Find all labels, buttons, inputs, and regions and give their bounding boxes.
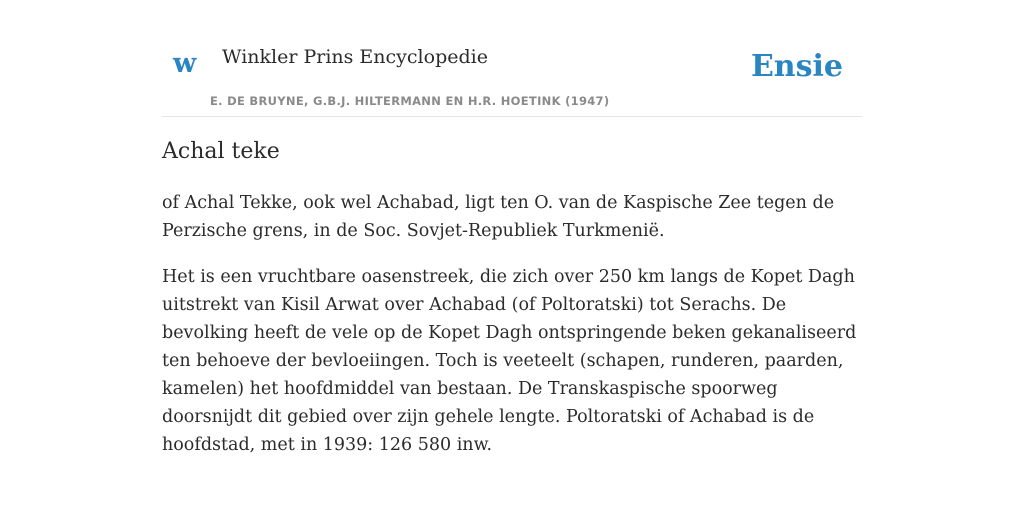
article-title: Achal teke: [162, 139, 280, 164]
encyclopedia-title[interactable]: Winkler Prins Encyclopedie: [222, 46, 488, 68]
article: [162, 138, 862, 477]
header: [162, 0, 862, 117]
article-paragraph: Het is een vruchtbare oasenstreek, die zich over 250 km langs de Kopet Dagh uitstrekt van Kisil Arwat over Achabad (of Poltoratski) tot Serachs. De bevolking heeft de vele op de Kopet Dagh ontspringende beken gekanaliseerd ten behoeve der bevloeiingen. Toch is veeteelt (schapen, runderen, paarden, kamelen) het hoofdmiddel van bestaan. De Transkaspische spoorweg doorsnijdt dit gebied over zijn gehele lengte. Poltoratski of Achabad is de hoofdstad, met in 1939: 126 580 inw.: [162, 266, 857, 455]
ensie-logo[interactable]: Ensie: [750, 49, 843, 84]
article-paragraph: of Achal Tekke, ook wel Achabad, ligt ten O. van de Kaspische Zee tegen de Perzische grens, in de Soc. Sovjet-Republiek Turkmenië.: [162, 192, 835, 241]
logo-w[interactable]: w: [173, 48, 197, 79]
authors-line: E. DE BRUYNE, G.B.J. HILTERMANN EN H.R. HOETINK (1947): [210, 94, 610, 108]
